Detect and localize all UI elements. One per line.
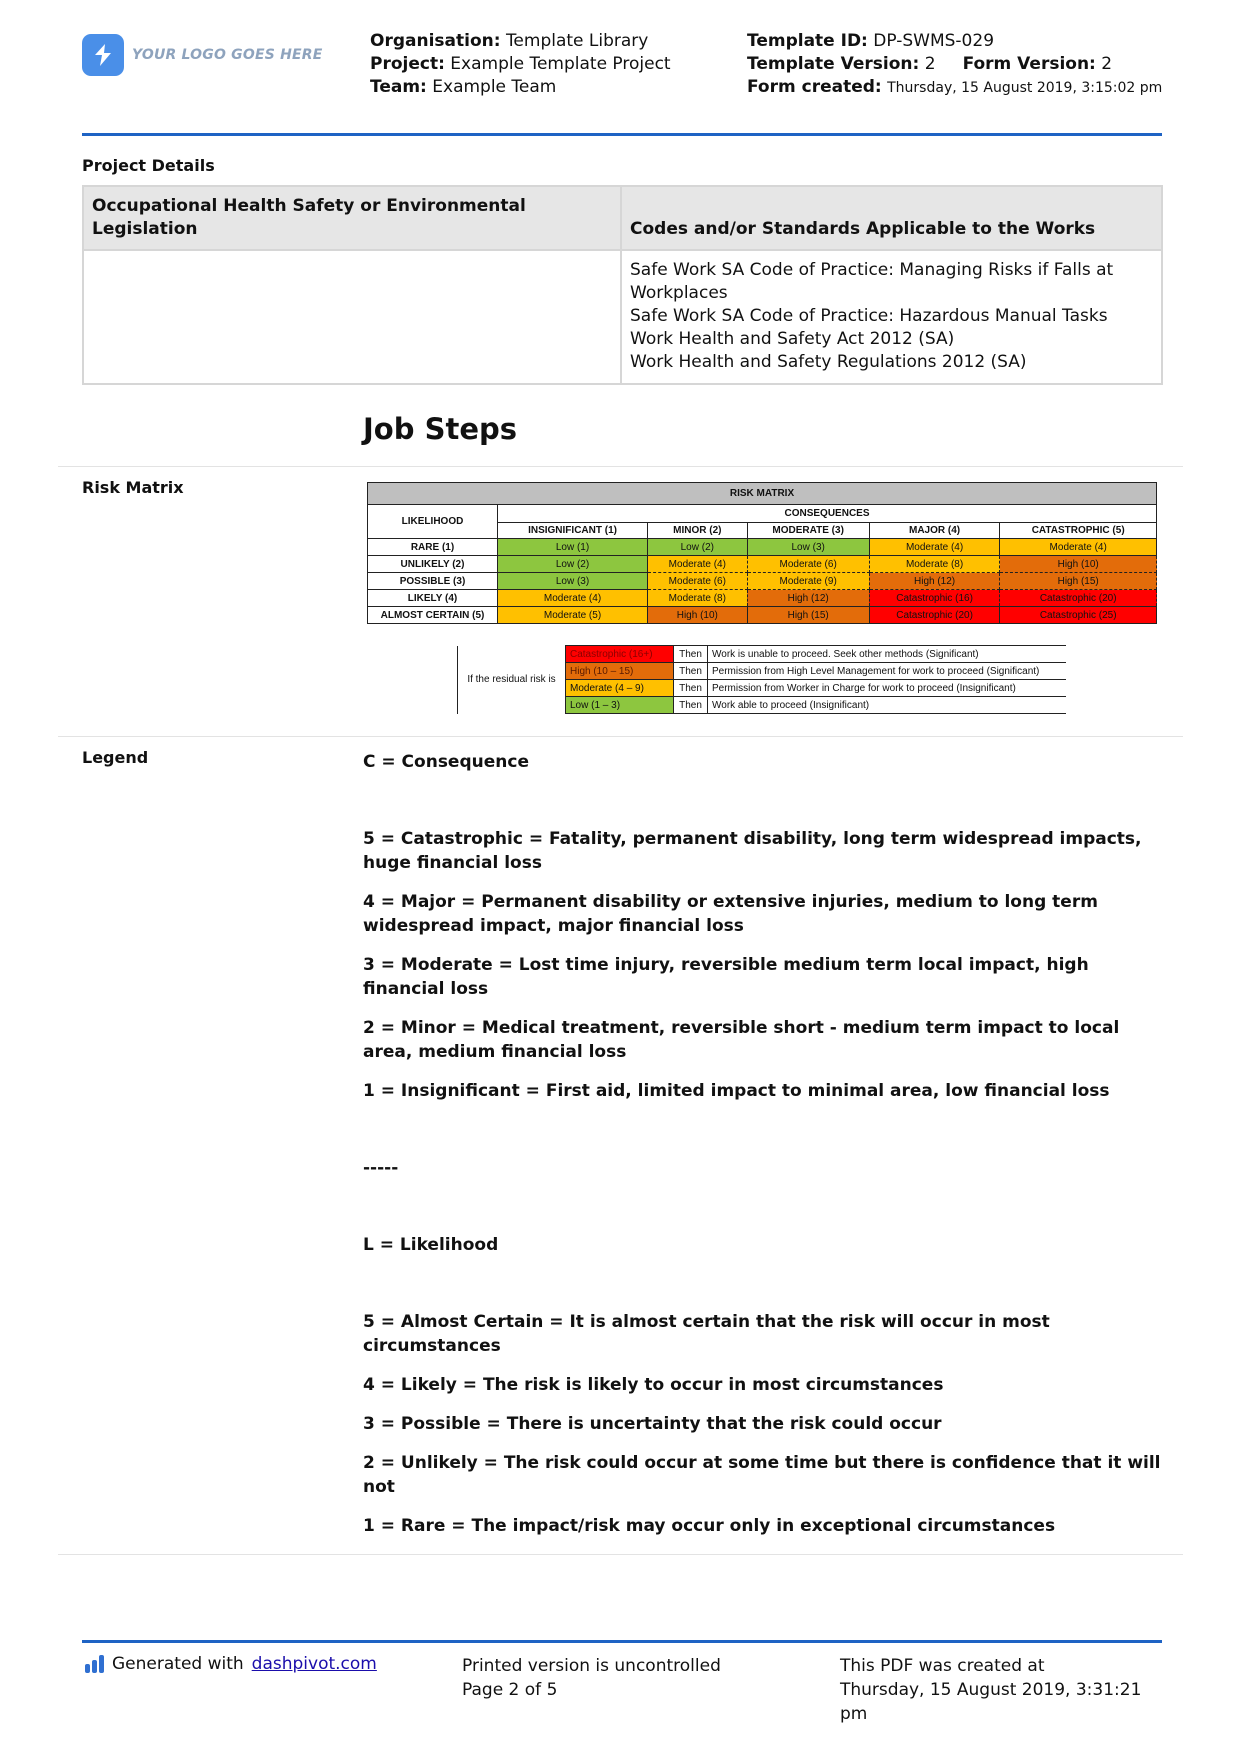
organisation-value: Template Library bbox=[505, 31, 649, 51]
pdf-created-label: This PDF was created at bbox=[840, 1656, 1045, 1676]
risk-cell: Low (1) bbox=[498, 539, 648, 556]
residual-risk-level: High (10 – 15) bbox=[566, 663, 674, 680]
footer-created bbox=[840, 1654, 1160, 1726]
likelihood-item: 4 = Likely = The risk is likely to occur in most circumstances bbox=[363, 1375, 944, 1395]
residual-action: Work is unable to proceed. Seek other methods (Significant) bbox=[708, 646, 1066, 663]
residual-action: Permission from Worker in Charge for work to proceed (Insignificant) bbox=[708, 680, 1066, 697]
risk-matrix-row bbox=[368, 573, 1157, 590]
printed-notice: Printed version is uncontrolled bbox=[462, 1656, 721, 1676]
code-item: Work Health and Safety Act 2012 (SA) bbox=[630, 329, 955, 349]
risk-matrix-title: RISK MATRIX bbox=[368, 483, 1157, 505]
risk-cell: Catastrophic (25) bbox=[1000, 607, 1157, 624]
residual-action: Permission from High Level Management for work to proceed (Significant) bbox=[708, 663, 1066, 680]
section-divider bbox=[58, 736, 1183, 737]
likelihood-item: 5 = Almost Certain = It is almost certain that the risk will occur in most circumstances bbox=[363, 1312, 1050, 1356]
risk-cell: Moderate (8) bbox=[648, 590, 747, 607]
team-label: Team: bbox=[370, 77, 427, 97]
risk-cell: High (15) bbox=[747, 607, 869, 624]
consequence-column-header: CATASTROPHIC (5) bbox=[1000, 523, 1157, 539]
risk-matrix-table bbox=[367, 482, 1157, 624]
consequences-header: CONSEQUENCES bbox=[498, 505, 1157, 523]
risk-cell: Moderate (4) bbox=[869, 539, 1000, 556]
codes-cell bbox=[621, 250, 1162, 384]
team-value: Example Team bbox=[432, 77, 557, 97]
risk-cell: Moderate (5) bbox=[498, 607, 648, 624]
form-created-label: Form created: bbox=[747, 77, 882, 97]
template-version-value: 2 bbox=[924, 54, 936, 74]
legislation-cell bbox=[83, 250, 621, 384]
consequence-column-header: INSIGNIFICANT (1) bbox=[498, 523, 648, 539]
header-org-column bbox=[370, 30, 730, 99]
likelihood-row-header: POSSIBLE (3) bbox=[368, 573, 498, 590]
risk-cell: Low (2) bbox=[648, 539, 747, 556]
logo-text: YOUR LOGO GOES HERE bbox=[132, 47, 323, 63]
risk-cell: Low (2) bbox=[498, 556, 648, 573]
risk-matrix-label: Risk Matrix bbox=[82, 478, 184, 497]
template-id-value: DP-SWMS-029 bbox=[873, 31, 995, 51]
risk-cell: High (12) bbox=[747, 590, 869, 607]
risk-cell: Moderate (4) bbox=[498, 590, 648, 607]
likelihood-item: 3 = Possible = There is uncertainty that the risk could occur bbox=[363, 1414, 942, 1434]
likelihood-item: 2 = Unlikely = The risk could occur at some time but there is confidence that it will not bbox=[363, 1453, 1161, 1497]
residual-risk-level: Low (1 – 3) bbox=[566, 697, 674, 714]
template-version-label: Template Version: bbox=[747, 54, 920, 74]
residual-risk-row bbox=[458, 646, 1066, 663]
page-header bbox=[82, 30, 1162, 136]
risk-cell: High (10) bbox=[1000, 556, 1157, 573]
section-divider bbox=[58, 1554, 1183, 1555]
likelihood-row-header: LIKELY (4) bbox=[368, 590, 498, 607]
consequence-item: 5 = Catastrophic = Fatality, permanent disability, long term widespread impacts, huge financial loss bbox=[363, 829, 1142, 873]
generated-with-text: Generated with bbox=[112, 1654, 244, 1674]
project-label: Project: bbox=[370, 54, 445, 74]
code-item: Safe Work SA Code of Practice: Managing Risks if Falls at Workplaces bbox=[630, 260, 1114, 303]
footer-print-info bbox=[462, 1654, 721, 1702]
legend-label: Legend bbox=[82, 748, 149, 767]
risk-cell: Moderate (4) bbox=[1000, 539, 1157, 556]
consequence-column-header: MINOR (2) bbox=[648, 523, 747, 539]
risk-cell: Moderate (8) bbox=[869, 556, 1000, 573]
page-number: Page 2 of 5 bbox=[462, 1680, 558, 1700]
risk-matrix-row bbox=[368, 556, 1157, 573]
form-version-value: 2 bbox=[1101, 54, 1113, 74]
section-divider bbox=[58, 466, 1183, 467]
risk-cell: High (12) bbox=[869, 573, 1000, 590]
consequence-item: 1 = Insignificant = First aid, limited impact to minimal area, low financial loss bbox=[363, 1081, 1110, 1101]
residual-then: Then bbox=[674, 663, 708, 680]
organisation-label: Organisation: bbox=[370, 31, 501, 51]
residual-risk-level: Catastrophic (16+) bbox=[566, 646, 674, 663]
risk-cell: Moderate (6) bbox=[648, 573, 747, 590]
likelihood-header: LIKELIHOOD bbox=[368, 505, 498, 539]
likelihood-row-header: RARE (1) bbox=[368, 539, 498, 556]
dashpivot-logo-icon bbox=[85, 1655, 104, 1673]
risk-cell: Moderate (9) bbox=[747, 573, 869, 590]
project-value: Example Template Project bbox=[450, 54, 671, 74]
dashpivot-link[interactable]: dashpivot.com bbox=[251, 1654, 377, 1674]
residual-risk-level: Moderate (4 – 9) bbox=[566, 680, 674, 697]
risk-cell: Moderate (6) bbox=[747, 556, 869, 573]
legend-body bbox=[363, 750, 1163, 1553]
footer-generated bbox=[85, 1654, 377, 1674]
residual-risk-table bbox=[457, 645, 1066, 714]
code-item: Work Health and Safety Regulations 2012 (SA) bbox=[630, 352, 1027, 372]
risk-matrix-row bbox=[368, 539, 1157, 556]
risk-cell: High (10) bbox=[648, 607, 747, 624]
risk-cell: High (15) bbox=[1000, 573, 1157, 590]
risk-cell: Moderate (4) bbox=[648, 556, 747, 573]
risk-cell: Catastrophic (20) bbox=[869, 607, 1000, 624]
likelihood-row-header: UNLIKELY (2) bbox=[368, 556, 498, 573]
project-details-table bbox=[82, 185, 1163, 385]
code-item: Safe Work SA Code of Practice: Hazardous Manual Tasks bbox=[630, 306, 1108, 326]
consequence-column-header: MAJOR (4) bbox=[869, 523, 1000, 539]
footer-divider bbox=[82, 1640, 1162, 1643]
consequence-heading: C = Consequence bbox=[363, 752, 529, 772]
template-id-label: Template ID: bbox=[747, 31, 868, 51]
job-steps-title: Job Steps bbox=[363, 412, 518, 446]
logo-icon bbox=[82, 34, 124, 76]
codes-header: Codes and/or Standards Applicable to the Works bbox=[621, 186, 1162, 250]
residual-then: Then bbox=[674, 680, 708, 697]
likelihood-row-header: ALMOST CERTAIN (5) bbox=[368, 607, 498, 624]
consequence-item: 4 = Major = Permanent disability or extensive injuries, medium to long term widespread impact, major financial loss bbox=[363, 892, 1098, 936]
residual-risk-label: If the residual risk is bbox=[458, 646, 566, 714]
header-template-column bbox=[747, 30, 1167, 100]
likelihood-item: 1 = Rare = The impact/risk may occur only in exceptional circumstances bbox=[363, 1516, 1056, 1536]
consequence-column-header: MODERATE (3) bbox=[747, 523, 869, 539]
form-created-value: Thursday, 15 August 2019, 3:15:02 pm bbox=[887, 80, 1163, 96]
form-version-label: Form Version: bbox=[962, 54, 1096, 74]
risk-cell: Low (3) bbox=[747, 539, 869, 556]
pdf-created-value: Thursday, 15 August 2019, 3:31:21 pm bbox=[840, 1680, 1142, 1724]
risk-cell: Low (3) bbox=[498, 573, 648, 590]
legend-divider: ----- bbox=[363, 1158, 399, 1178]
logo bbox=[82, 34, 323, 76]
legislation-header: Occupational Health Safety or Environmental Legislation bbox=[83, 186, 621, 250]
consequence-item: 3 = Moderate = Lost time injury, reversible medium term local impact, high financial loss bbox=[363, 955, 1089, 999]
residual-then: Then bbox=[674, 646, 708, 663]
risk-cell: Catastrophic (20) bbox=[1000, 590, 1157, 607]
residual-action: Work able to proceed (Insignificant) bbox=[708, 697, 1066, 714]
risk-matrix-row bbox=[368, 607, 1157, 624]
risk-cell: Catastrophic (16) bbox=[869, 590, 1000, 607]
project-details-title: Project Details bbox=[82, 156, 215, 175]
risk-matrix-row bbox=[368, 590, 1157, 607]
residual-then: Then bbox=[674, 697, 708, 714]
consequence-item: 2 = Minor = Medical treatment, reversible short - medium term impact to local area, medium financial loss bbox=[363, 1018, 1120, 1062]
likelihood-heading: L = Likelihood bbox=[363, 1235, 499, 1255]
header-divider bbox=[82, 133, 1162, 136]
